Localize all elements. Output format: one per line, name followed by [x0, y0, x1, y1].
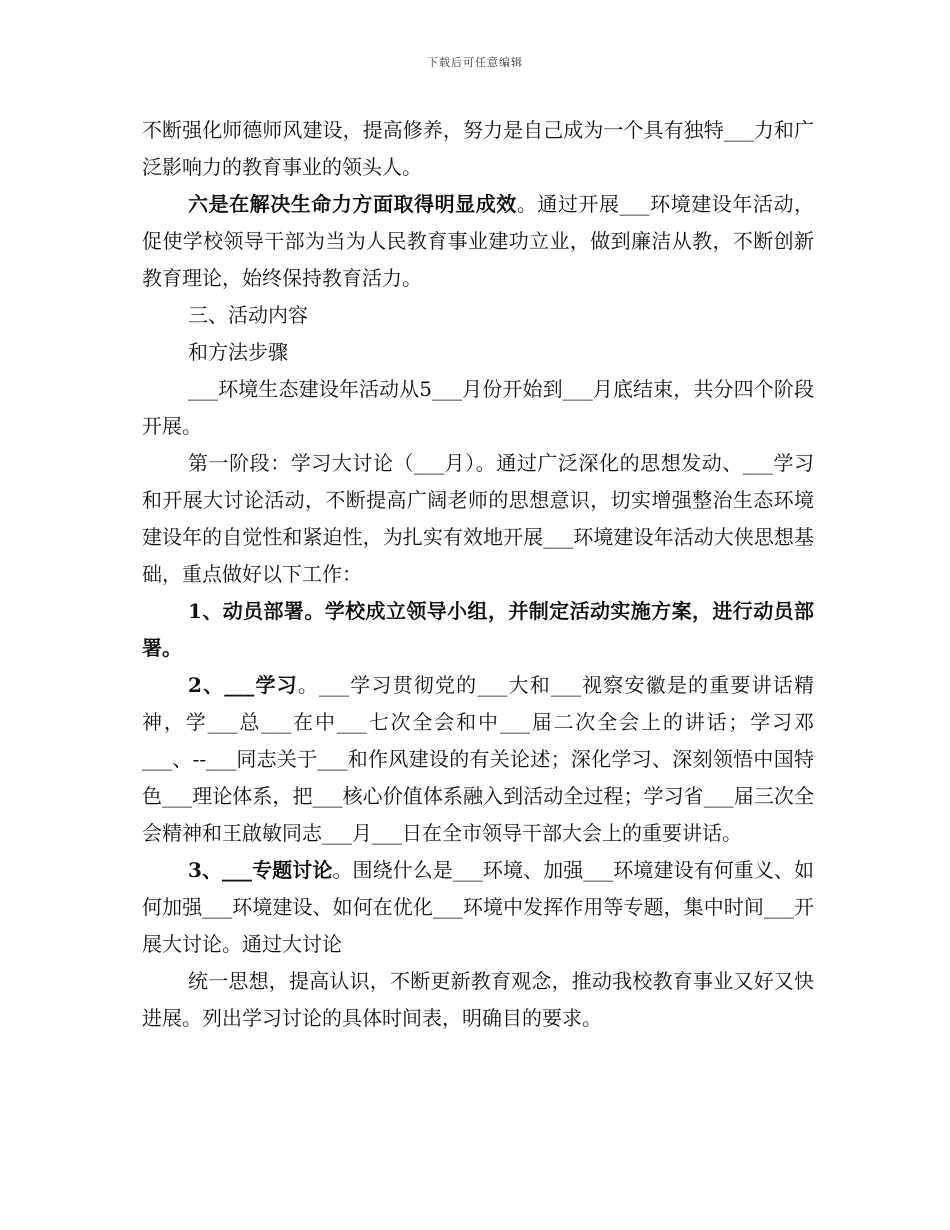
paragraph-9 [142, 852, 814, 963]
document-body [142, 112, 814, 1037]
paragraph-10: 统一思想，提高认识，不断更新教育观念，推动我校教育事业又好又快进展。列出学习讨论的具体时间表，明确目的要求。 [142, 969, 814, 1030]
section-heading: 三、活动内容 [188, 303, 308, 327]
paragraph-6: 第一阶段：学习大讨论（___月）。通过广泛深化的思想发动、___学习和开展大讨论活动，不断提高广阔老师的思想意识，切实增强整治生态环境建设年的自觉性和紧迫性，为扎实有效地开展___环境建设年活动大侠思想基础，重点做好以下工作： [142, 451, 814, 586]
page-header: 下载后可任意编辑 [427, 56, 523, 69]
paragraph-2 [142, 186, 814, 297]
paragraph-2-text: 。通过开展___环境建设年活动，促使学校领导干部为当为人民教育事业建功立业，做到廉洁从教，不断创新教育理论，始终保持教育活力。 [142, 192, 815, 290]
paragraph-8-heading: 2、___学习 [188, 673, 298, 697]
paragraph-8 [142, 667, 814, 852]
paragraph-9-heading: 3、___专题讨论 [188, 858, 333, 882]
paragraph-5: ___环境生态建设年活动从5___月份开始到___月底结束，共分四个阶段开展。 [142, 377, 814, 438]
paragraph-9-text: 。围绕什么是___环境、加强___环境建设有何重义、如何加强___环境建设、如何在优化___环境中发挥作用等专题，集中时间___开展大讨论。通过大讨论 [142, 858, 814, 956]
paragraph-7: 1、动员部署。学校成立领导小组，并制定活动实施方案，进行动员部署。 [142, 599, 814, 660]
paragraph-2-heading: 六是在解决生命力方面取得明显成效 [188, 192, 517, 216]
paragraph-8-text: 。___学习贯彻党的___大和___视察安徽是的重要讲话精神，学___总___在中___七次全会和中___届二次全会上的讲话；学习邓___、--___同志关于___和作风建设的有关论述；深化学习、深刻领悟中国特色___理论体系，把___核心价值体系融入到活动全过程；学习省___届三次全会精神和王啟敏同志___月___日在全市领导干部大会上的重要讲话。 [142, 673, 814, 845]
paragraph-1: 不断强化师德师风建设，提高修养，努力是自己成为一个具有独特___力和广泛影响力的教育事业的领头人。 [142, 118, 814, 179]
section-subheading: 和方法步骤 [188, 340, 288, 364]
